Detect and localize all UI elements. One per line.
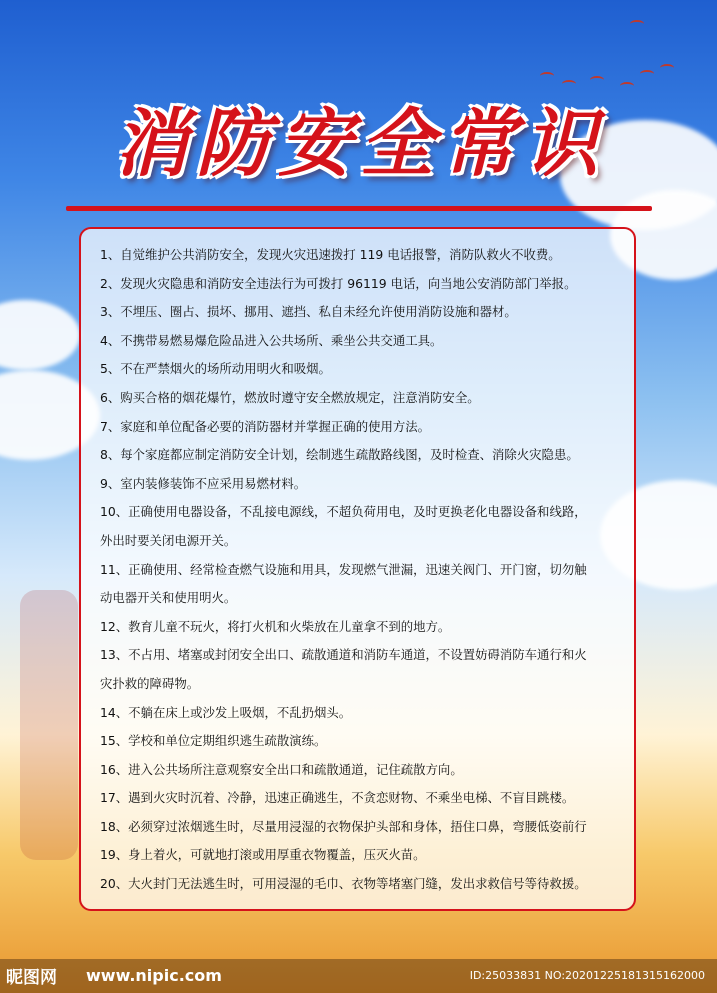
list-item: 9、室内装修装饰不应采用易燃材料。 xyxy=(100,475,307,491)
site-logo: 昵图网 xyxy=(6,968,57,988)
list-item: 15、学校和单位定期组织逃生疏散演练。 xyxy=(100,733,327,749)
list-item: 17、遇到火灾时沉着、冷静，迅速正确逃生，不贪恋财物、不乘坐电梯、不盲目跳楼。 xyxy=(100,790,575,806)
list-item: 外出时要关闭电源开关。 xyxy=(100,532,237,548)
list-item: 14、不躺在床上或沙发上吸烟，不乱扔烟头。 xyxy=(100,704,352,720)
bird-icon xyxy=(630,20,644,28)
list-item: 7、家庭和单位配备必要的消防器材并掌握正确的使用方法。 xyxy=(100,418,431,434)
cloud xyxy=(0,300,80,370)
page-title xyxy=(60,78,660,198)
safety-tips-list xyxy=(100,241,620,899)
list-item: 10、正确使用电器设备，不乱接电源线，不超负荷用电，及时更换老化电器设备和线路， xyxy=(100,504,587,520)
list-item: 8、每个家庭都应制定消防安全计划，绘制逃生疏散路线图，及时检查、消除火灾隐患。 xyxy=(100,447,579,463)
list-item: 3、不埋压、圈占、损坏、挪用、遮挡、私自未经允许使用消防设施和器材。 xyxy=(100,304,517,320)
fire-extinguisher-icon xyxy=(20,590,78,860)
bird-icon xyxy=(640,70,654,78)
list-item: 12、教育儿童不玩火，将打火机和火柴放在儿童拿不到的地方。 xyxy=(100,618,451,634)
list-item: 动电器开关和使用明火。 xyxy=(100,590,237,606)
site-url: www.nipic.com xyxy=(86,966,222,985)
title-underline xyxy=(66,206,652,211)
list-item: 2、发现火灾隐患和消防安全违法行为可拨打 96119 电话，向当地公安消防部门举报。 xyxy=(100,275,577,291)
list-item: 1、自觉维护公共消防安全，发现火灾迅速拨打 119 电话报警，消防队救火不收费。 xyxy=(100,247,561,262)
list-item: 灾扑救的障碍物。 xyxy=(100,675,200,691)
image-id: ID:25033831 NO:20201225181315162000 xyxy=(469,969,705,982)
page-title-text: 消防安全常识 xyxy=(114,101,606,187)
list-item: 11、正确使用、经常检查燃气设施和用具，发现燃气泄漏，迅速关阀门、开门窗，切勿触 xyxy=(100,561,587,577)
list-item: 16、进入公共场所注意观察安全出口和疏散通道，记住疏散方向。 xyxy=(100,761,463,777)
list-item: 13、不占用、堵塞或封闭安全出口、疏散通道和消防车通道，不设置妨碍消防车通行和火 xyxy=(100,647,587,663)
list-item: 19、身上着火，可就地打滚或用厚重衣物覆盖，压灭火苗。 xyxy=(100,847,426,863)
bird-icon xyxy=(660,64,674,72)
list-item: 5、不在严禁烟火的场所动用明火和吸烟。 xyxy=(100,361,331,377)
list-item: 4、不携带易燃易爆危险品进入公共场所、乘坐公共交通工具。 xyxy=(100,332,443,348)
list-item: 18、必须穿过浓烟逃生时，尽量用浸湿的衣物保护头部和身体，捂住口鼻，弯腰低姿前行 xyxy=(100,818,587,834)
list-item: 6、购买合格的烟花爆竹，燃放时遵守安全燃放规定，注意消防安全。 xyxy=(100,389,480,405)
list-item: 20、大火封门无法逃生时，可用浸湿的毛巾、衣物等堵塞门缝，发出求救信号等待救援。 xyxy=(100,876,587,892)
